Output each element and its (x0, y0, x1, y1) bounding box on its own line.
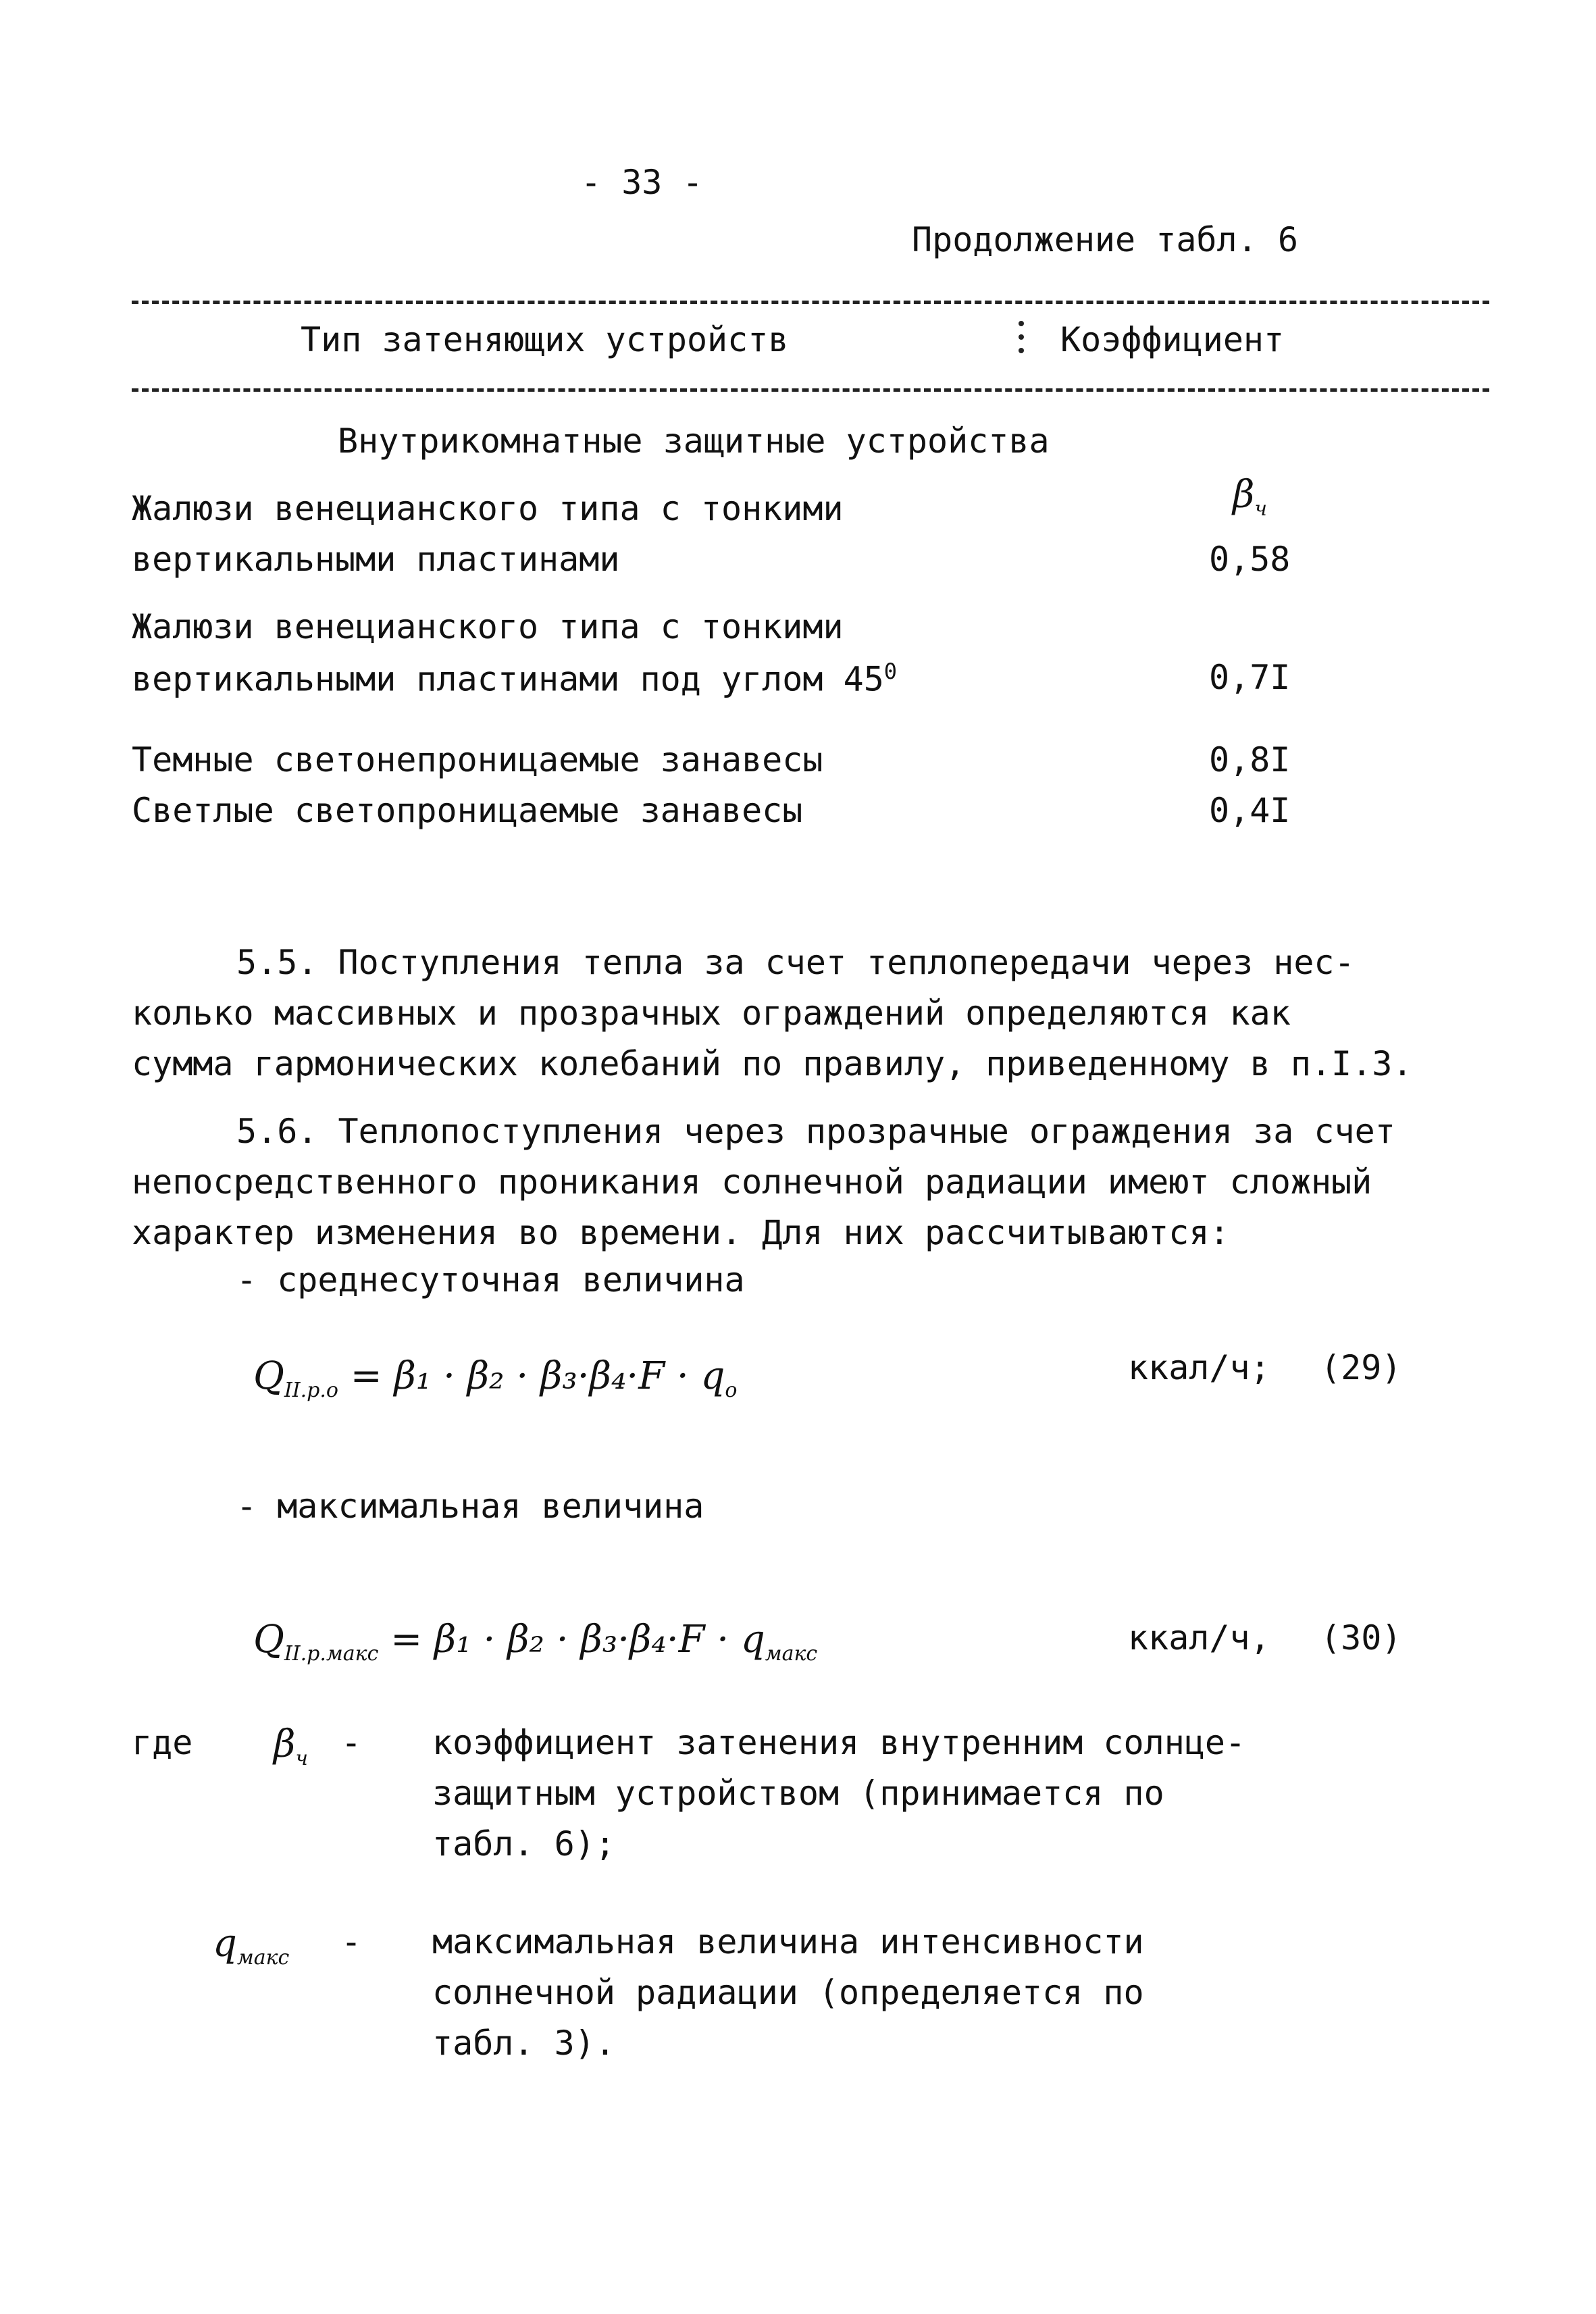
equation-29: $Q_{II.р.о} = \beta_1 \cdot \beta_2 \cdot \beta_3\cdot\beta_4\cdot F \cdot q_о$ (253, 1354, 738, 1403)
def1-line3: табл. 6); (432, 1824, 615, 1863)
where-label: где (132, 1723, 193, 1762)
row2-value: 0,7I (1209, 658, 1291, 697)
def2-line1: максимальная величина интенсивности (432, 1922, 1144, 1961)
equation-29-number: (29) (1320, 1348, 1402, 1387)
table-header-coefficient: Коэффициент (1060, 320, 1285, 359)
equation-30-number: (30) (1320, 1618, 1402, 1657)
def2-line2: солнечной радиации (определяется по (432, 1973, 1144, 2012)
row1-line1: Жалюзи венецианского типа с тонкими (132, 489, 844, 528)
para-5-6-line2: непосредственного проникания солнечной радиации имеют сложный (132, 1162, 1372, 1202)
equation-30: $Q_{II.р.макс} = \beta_1 \cdot \beta_2 \cdot \beta_3\cdot\beta_4\cdot F \cdot q_{макс}$ (253, 1618, 818, 1666)
row3-line1: Темные светонепроницаемые занавесы (132, 740, 823, 779)
page-number: - 33 - (581, 163, 703, 202)
table-top-rule (132, 301, 1489, 304)
def1-symbol: $\beta_ч$ (274, 1722, 309, 1771)
row2-line1: Жалюзи венецианского типа с тонкими (132, 607, 844, 646)
para-5-6-line3: характер изменения во времени. Для них рассчитываются: (132, 1213, 1230, 1252)
row1-line2: вертикальными пластинами (132, 540, 620, 579)
item-average: - среднесуточная величина (236, 1260, 745, 1300)
table-column-divider (1019, 321, 1024, 361)
def1-line2: защитным устройством (принимается по (432, 1774, 1164, 1813)
def1-dash: - (341, 1723, 362, 1762)
table-header-rule (132, 388, 1489, 392)
para-5-5-line1: 5.5. Поступления тепла за счет теплопередачи через нес- (236, 943, 1355, 982)
coefficient-symbol: $\beta_ч$ (1233, 473, 1268, 521)
equation-30-unit: ккал/ч, (1128, 1618, 1270, 1657)
para-5-6-line1: 5.6. Теплопоступления через прозрачные ограждения за счет (236, 1112, 1395, 1151)
row4-value: 0,4I (1209, 791, 1291, 830)
para-5-5-line2: колько массивных и прозрачных ограждений определяются как (132, 994, 1291, 1033)
row4-line1: Светлые светопроницаемые занавесы (132, 791, 803, 830)
item-maximum: - максимальная величина (236, 1487, 704, 1526)
table-section-title: Внутрикомнатные защитные устройства (338, 421, 1050, 461)
row2-line2: вертикальными пластинами под углом $45^0$ (132, 659, 898, 699)
def1-line1: коэффициент затенения внутренним солнце- (432, 1723, 1246, 1762)
def2-symbol: $q_{макс}$ (213, 1922, 290, 1970)
table-header-type: Тип затеняющих устройств (301, 320, 789, 359)
equation-29-unit: ккал/ч; (1128, 1348, 1270, 1387)
def2-line3: табл. 3). (432, 2024, 615, 2063)
row3-value: 0,8I (1209, 740, 1291, 779)
row1-value: 0,58 (1209, 540, 1291, 579)
table-caption: Продолжение табл. 6 (912, 220, 1298, 259)
para-5-5-line3: сумма гармонических колебаний по правилу, приведенному в п.I.3. (132, 1044, 1413, 1083)
def2-dash: - (341, 1922, 362, 1961)
